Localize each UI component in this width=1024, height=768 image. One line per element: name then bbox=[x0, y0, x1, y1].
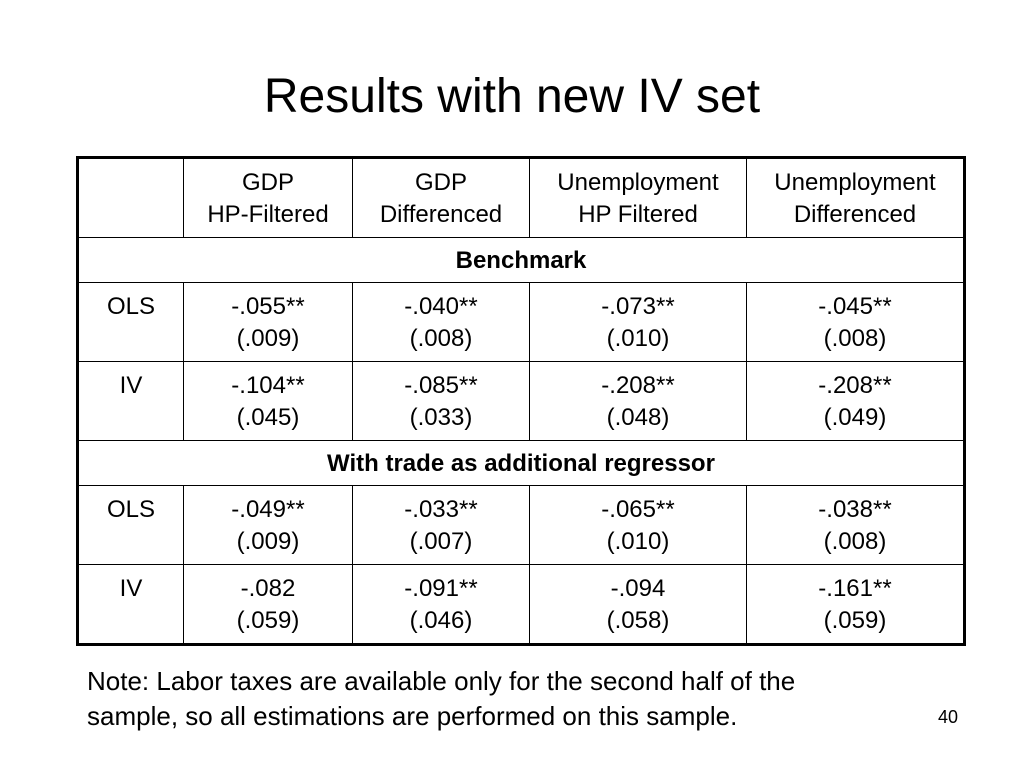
table-row bbox=[78, 283, 965, 362]
coefficient: -.065** bbox=[601, 496, 675, 523]
section-title: With trade as additional regressor bbox=[78, 441, 965, 486]
standard-error: (.058) bbox=[606, 607, 670, 634]
footnote: Note: Labor taxes are available only for the second half of the sample, so all estimations are performed on this sample. bbox=[87, 666, 796, 731]
table-header-row bbox=[78, 158, 965, 238]
standard-error: (.046) bbox=[409, 607, 473, 634]
coefficient: -.085** bbox=[404, 372, 478, 399]
header-cell-empty bbox=[78, 158, 184, 238]
results-table bbox=[76, 156, 966, 646]
section-row-benchmark bbox=[78, 238, 965, 283]
header-line: GDP bbox=[241, 169, 294, 196]
estimate-cell bbox=[353, 565, 530, 645]
standard-error: (.045) bbox=[236, 404, 300, 431]
row-label: OLS bbox=[78, 486, 184, 565]
estimate-cell bbox=[353, 283, 530, 362]
coefficient: -.208** bbox=[601, 372, 675, 399]
estimate-cell bbox=[184, 486, 353, 565]
estimate-cell bbox=[353, 362, 530, 441]
standard-error: (.008) bbox=[823, 528, 887, 555]
coefficient: -.038** bbox=[818, 496, 892, 523]
standard-error: (.049) bbox=[823, 404, 887, 431]
header-cell-gdp-hp bbox=[184, 158, 353, 238]
slide-title: Results with new IV set bbox=[263, 70, 761, 123]
estimate-cell bbox=[530, 283, 747, 362]
row-label: OLS bbox=[78, 283, 184, 362]
header-cell-unemp-diff bbox=[747, 158, 965, 238]
standard-error: (.007) bbox=[409, 528, 473, 555]
estimate-cell bbox=[530, 486, 747, 565]
coefficient: -.104** bbox=[231, 372, 305, 399]
estimate-cell bbox=[184, 565, 353, 645]
table-row bbox=[78, 486, 965, 565]
header-line: Unemployment bbox=[557, 169, 719, 196]
estimate-cell bbox=[747, 486, 965, 565]
standard-error: (.010) bbox=[606, 528, 670, 555]
estimate-cell bbox=[747, 565, 965, 645]
header-line: Differenced bbox=[379, 201, 503, 228]
standard-error: (.009) bbox=[236, 528, 300, 555]
standard-error: (.009) bbox=[236, 325, 300, 352]
estimate-cell bbox=[530, 565, 747, 645]
header-line: Differenced bbox=[793, 201, 917, 228]
row-label: IV bbox=[78, 362, 184, 441]
estimate-cell bbox=[747, 283, 965, 362]
estimate-cell bbox=[747, 362, 965, 441]
header-cell-gdp-diff bbox=[353, 158, 530, 238]
standard-error: (.059) bbox=[823, 607, 887, 634]
coefficient: -.045** bbox=[818, 293, 892, 320]
estimate-cell bbox=[184, 283, 353, 362]
coefficient: -.091** bbox=[404, 575, 478, 602]
header-line: GDP bbox=[414, 169, 467, 196]
section-row-with-trade bbox=[78, 441, 965, 486]
header-line: HP Filtered bbox=[578, 201, 698, 228]
header-cell-unemp-hp bbox=[530, 158, 747, 238]
standard-error: (.010) bbox=[606, 325, 670, 352]
coefficient: -.055** bbox=[231, 293, 305, 320]
coefficient: -.073** bbox=[601, 293, 675, 320]
row-label: IV bbox=[78, 565, 184, 645]
standard-error: (.048) bbox=[606, 404, 670, 431]
estimate-cell bbox=[530, 362, 747, 441]
coefficient: -.040** bbox=[404, 293, 478, 320]
coefficient: -.208** bbox=[818, 372, 892, 399]
page-number: 40 bbox=[938, 707, 959, 727]
standard-error: (.033) bbox=[409, 404, 473, 431]
coefficient: -.094 bbox=[610, 575, 666, 602]
estimate-cell bbox=[353, 486, 530, 565]
section-title: Benchmark bbox=[78, 238, 965, 283]
standard-error: (.008) bbox=[409, 325, 473, 352]
coefficient: -.033** bbox=[404, 496, 478, 523]
standard-error: (.059) bbox=[236, 607, 300, 634]
header-line: HP-Filtered bbox=[207, 201, 329, 228]
standard-error: (.008) bbox=[823, 325, 887, 352]
table-row bbox=[78, 362, 965, 441]
estimate-cell bbox=[184, 362, 353, 441]
coefficient: -.161** bbox=[818, 575, 892, 602]
coefficient: -.082 bbox=[240, 575, 296, 602]
table-row bbox=[78, 565, 965, 645]
header-line: Unemployment bbox=[774, 169, 936, 196]
coefficient: -.049** bbox=[231, 496, 305, 523]
